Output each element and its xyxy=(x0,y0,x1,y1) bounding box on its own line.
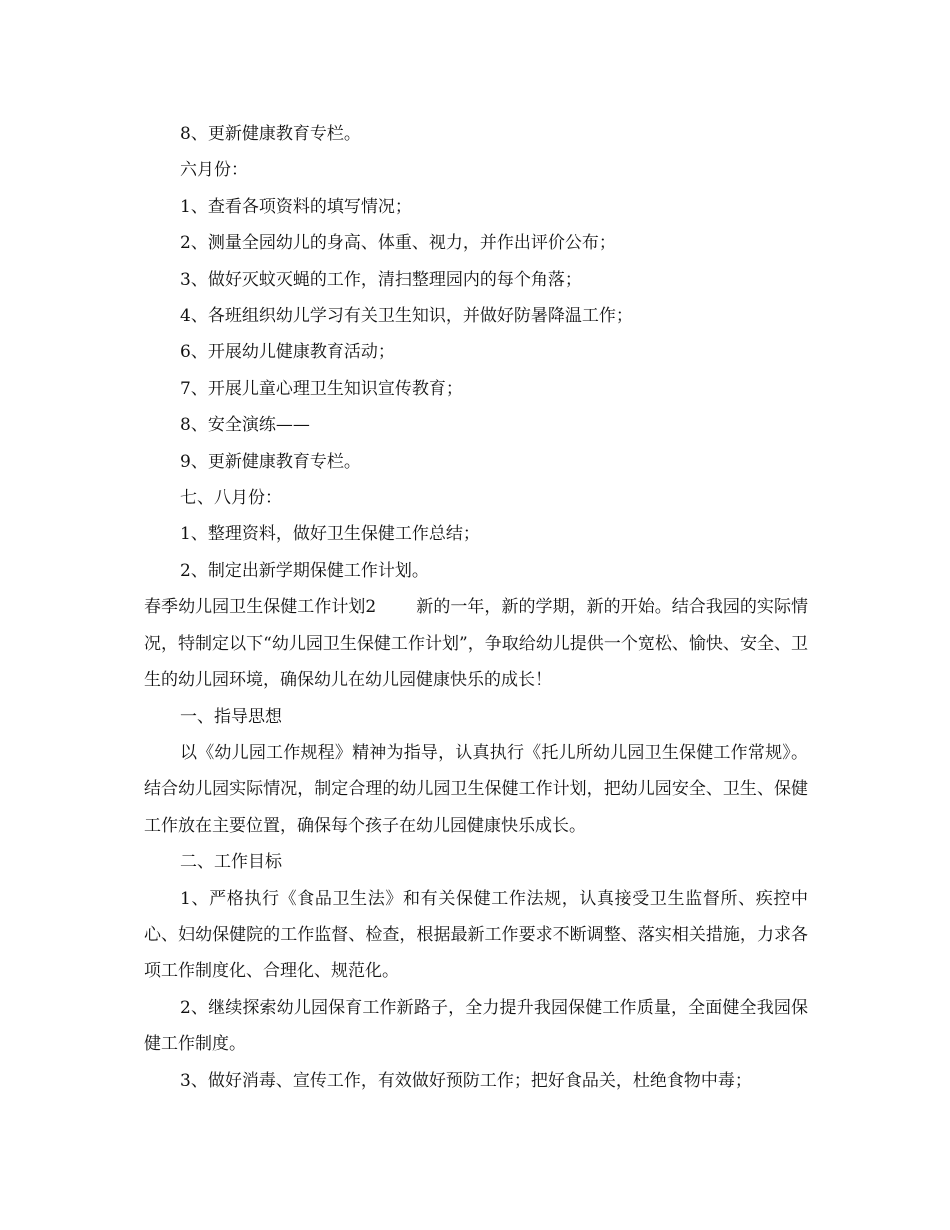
list-item: 3、做好灭蚊灭蝇的工作，清扫整理园内的每个角落； xyxy=(180,269,582,290)
list-item: 7、开展儿童心理卫生知识宣传教育； xyxy=(180,378,463,399)
list-item: 2、测量全园幼儿的身高、体重、视力，并作出评价公布； xyxy=(180,233,616,254)
goal-paragraph: 2、继续探索幼儿园保育工作新路子，全力提升我园保健工作质量，全面健全我园保健工作制度。 xyxy=(144,997,808,1055)
section-heading-july-august: 七、八月份： xyxy=(180,488,282,509)
list-item: 9、更新健康教育专栏。 xyxy=(180,451,361,472)
goal-paragraph: 1、严格执行《食品卫生法》和有关保健工作法规，认真接受卫生监督所、疾控中心、妇幼保健院的工作监督、检查，根据最新工作要求不断调整、落实相关措施，力求各项工作制度化、合理化、规范化。 xyxy=(144,888,808,982)
list-item: 4、各班组织幼儿学习有关卫生知识，并做好防暑降温工作； xyxy=(180,306,633,327)
list-item: 8、安全演练—— xyxy=(180,415,310,436)
guiding-ideology-paragraph: 以《幼儿园工作规程》精神为指导，认真执行《托儿所幼儿园卫生保健工作常规》。结合幼儿园实际情况，制定合理的幼儿园卫生保健工作计划，把幼儿园安全、卫生、保健工作放在主要位置，确保每个孩子在幼儿园健康快乐成长。 xyxy=(144,742,808,836)
heading-guiding-ideology: 一、指导思想 xyxy=(180,706,282,727)
list-item: 2、制定出新学期保健工作计划。 xyxy=(180,560,429,581)
list-item: 1、查看各项资料的填写情况； xyxy=(180,196,412,217)
plan-intro-text: 新的一年，新的学期，新的开始。结合我园的实际情况，特制定以下“幼儿园卫生保健工作计划”，争取给幼儿提供一个宽松、愉快、安全、卫生的幼儿园环境，确保幼儿在幼儿园健康快乐的成长！ xyxy=(144,597,808,691)
list-item: 8、更新健康教育专栏。 xyxy=(180,124,361,144)
plan-title: 春季幼儿园卫生保健工作计划2 xyxy=(144,597,377,618)
document-body xyxy=(144,116,808,1099)
list-item: 6、开展幼儿健康教育活动； xyxy=(180,342,395,363)
list-item: 1、整理资料，做好卫生保健工作总结； xyxy=(180,524,480,545)
goal-paragraph: 3、做好消毒、宣传工作，有效做好预防工作；把好食品关，杜绝食物中毒； xyxy=(180,1070,752,1091)
section-heading-june: 六月份： xyxy=(180,160,248,181)
plan-intro-paragraph xyxy=(144,589,808,698)
heading-work-goals: 二、工作目标 xyxy=(180,852,282,873)
